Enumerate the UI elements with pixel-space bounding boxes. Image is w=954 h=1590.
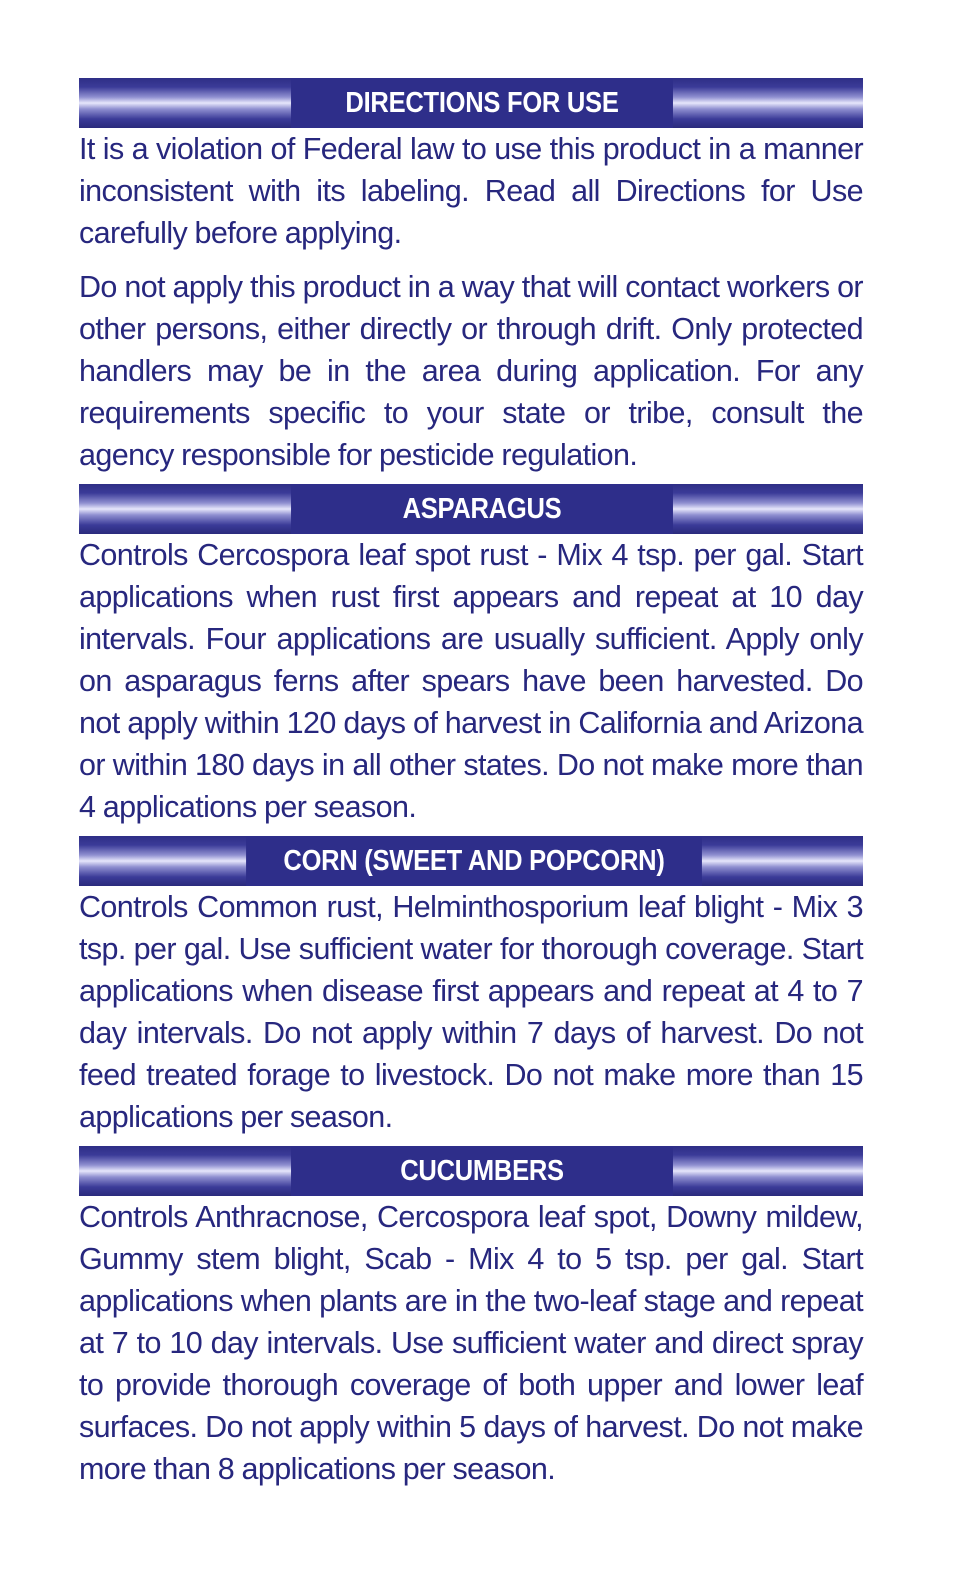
paragraph-cucumbers: Controls Anthracnose, Cercospora leaf spot, Downy mildew, Gummy stem blight, Scab - Mix 4 to 5 tsp. per gal. Start applications when plants are in the two-leaf stage and repeat at 7 to 10 day intervals. Use sufficient water and direct spray to provide thorough coverage of both upper and lower leaf surfaces. Do not apply within 5 days of harvest. Do not make more than 8 applications per season. <box>79 1200 863 1486</box>
section-header-corn <box>79 836 863 886</box>
section-header-cucumbers <box>79 1146 863 1196</box>
paragraph-asparagus: Controls Cercospora leaf spot rust - Mix 4 tsp. per gal. Start applications when rust first appears and repeat at 10 day intervals. Four applications are usually sufficient. Apply only on asparagus ferns after spears have been harvested. Do not apply within 120 days of harvest in California and Arizona or within 180 days in all other states. Do not make more than 4 applications per season. <box>79 538 863 824</box>
paragraph-corn: Controls Common rust, Helminthosporium leaf blight - Mix 3 tsp. per gal. Use sufficient water for thorough coverage. Start applications when disease first appears and repeat at 4 to 7 day intervals. Do not apply within 7 days of harvest. Do not feed treated forage to livestock. Do not make more than 15 applications per season. <box>79 890 863 1134</box>
section-heading: DIRECTIONS FOR USE <box>291 78 673 128</box>
paragraph-worker-contact: Do not apply this product in a way that will contact workers or other persons, either directly or through drift. Only protected handlers may be in the area during application. For any requirements specific to your state or tribe, consult the agency responsible for pesticide regulation. <box>79 270 863 472</box>
label-page <box>79 78 863 1490</box>
section-heading: CUCUMBERS <box>291 1146 673 1196</box>
section-header-asparagus <box>79 484 863 534</box>
section-heading: ASPARAGUS <box>291 484 673 534</box>
section-heading: CORN (SWEET AND POPCORN) <box>246 836 702 886</box>
paragraph-federal-law: It is a violation of Federal law to use this product in a manner inconsistent with its labeling. Read all Directions for Use carefully before applying. <box>79 132 863 250</box>
section-header-directions-for-use <box>79 78 863 128</box>
